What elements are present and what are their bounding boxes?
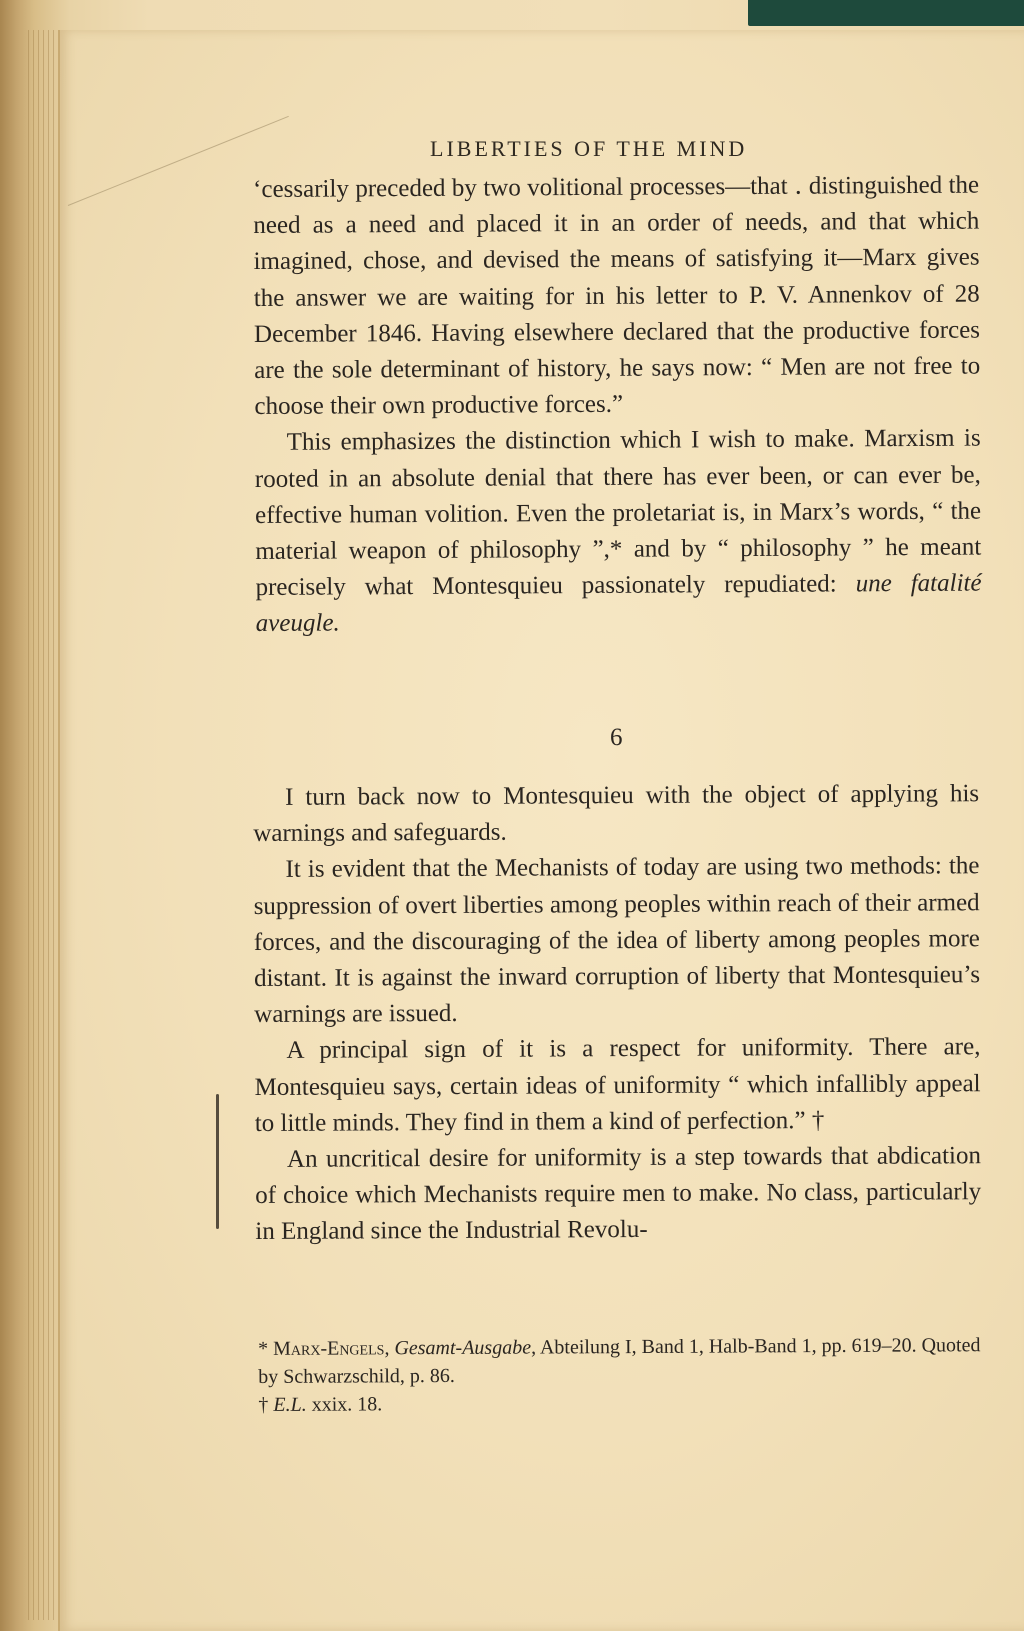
- text-run: ʻcessarily preceded by two volitional processes—that ․ distinguished the need as a need and placed it in an order of needs, and that which imagined, chose, and devised the means of satisfying it—Marx gives the answer we are waiting for in his letter to P. V. Annenkov of 28 December 1846. Having elsewhere declared that the productive forces are the sole determinant of history, he says now: “ Men are not free to choose their own productive forces.”: [253, 171, 981, 421]
- text-run: *: [258, 1337, 274, 1360]
- footnote: [258, 1331, 984, 1391]
- text-run: , Abteilung I, Band 1, Halb-Band 1, pp. 619–20. Quoted by Schwarzschild, p. 86.: [258, 1334, 981, 1388]
- text-run: An uncritical desire for uniformity is a step towards that abdication of choice which Mechanists require men to make. No class, particularly in England since the Industrial Revolu-: [255, 1142, 982, 1246]
- text-block-before-section: [253, 168, 982, 643]
- running-head: LIBERTIES OF THE MIND: [430, 136, 748, 161]
- paragraph: [255, 1138, 982, 1250]
- text-run: It is evident that the Mechanists of today are using two methods: the suppression of overt liberties among peoples within reach of their armed forces, and the discouraging of the idea of liberty among peoples more distant. It is against the inward corruption of liberty that Montesquieu’s warnings are issued.: [253, 852, 981, 1029]
- text-run: I turn back now to Montesquieu with the object of applying his warnings and safeguards.: [253, 780, 980, 848]
- footnote: [258, 1387, 984, 1419]
- italic-text: une fatalité aveugle.: [255, 569, 982, 638]
- paragraph: [255, 421, 982, 643]
- paragraph: [253, 849, 980, 1034]
- margin-pencil-mark: [216, 1094, 219, 1229]
- text-run: xxix. 18.: [306, 1393, 383, 1416]
- text-block-after-section: [253, 776, 981, 1250]
- smallcaps-text: Marx-Engels: [273, 1337, 385, 1360]
- text-run: †: [258, 1393, 274, 1416]
- footnotes: [258, 1331, 984, 1419]
- paragraph: [254, 1030, 981, 1142]
- text-run: ,: [384, 1337, 395, 1360]
- paragraph: [253, 776, 979, 852]
- text-run: A principal sign of it is a respect for uniformity. There are, Montesquieu says, certain ideas of uniformity “ which infallibly appeal to little minds. They find in them a kind of perfection.” †: [254, 1033, 981, 1137]
- paragraph: [253, 168, 981, 426]
- italic-text: E.L.: [273, 1393, 307, 1416]
- text-run: This emphasizes the distinction which I wish to make. Marxism is rooted in an absolute denial that there has ever been, or can ever be, effective human volition. Even the proletariat is, in Marx’s words, “ the material weapon of philosophy ”,* and by “ philosophy ” he meant precisely what Montesquieu passionately repudiated:: [254, 424, 982, 602]
- section-number: 6: [610, 724, 623, 751]
- italic-text: Gesamt-Ausgabe: [394, 1336, 532, 1360]
- green-bookmark-tab: [748, 0, 1024, 26]
